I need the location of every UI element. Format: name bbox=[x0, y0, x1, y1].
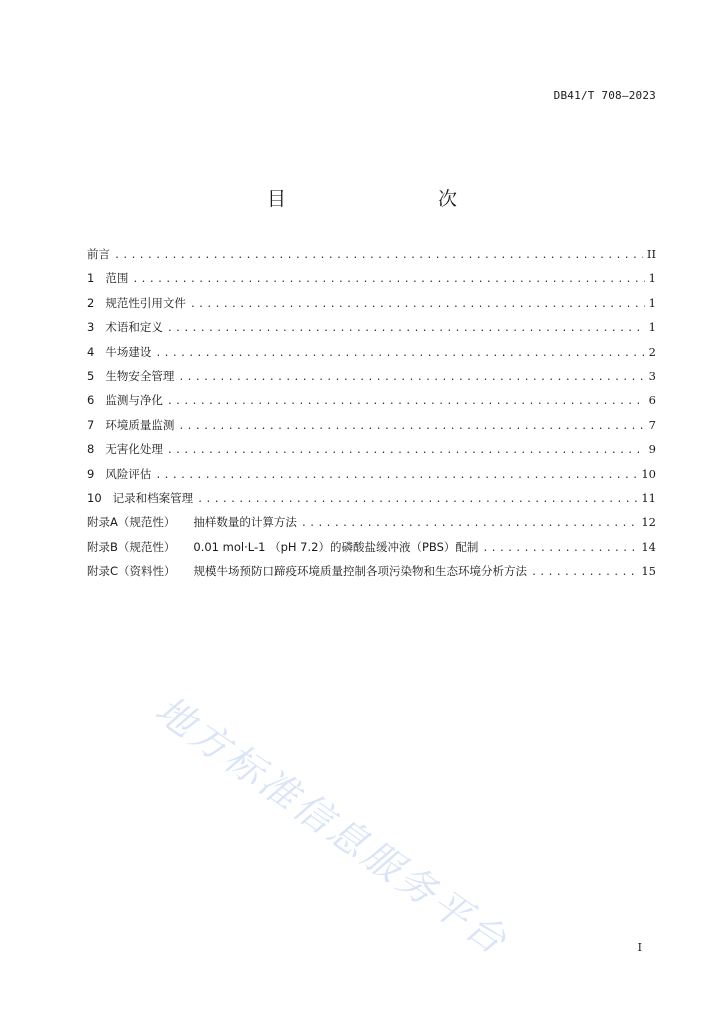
toc-entry-page: 3 bbox=[648, 368, 656, 383]
toc-dot-leader bbox=[167, 396, 645, 407]
toc-entry[interactable] bbox=[87, 466, 656, 490]
toc-entry-page: 15 bbox=[641, 564, 656, 579]
toc-entry-page: 9 bbox=[648, 442, 656, 457]
toc-entry[interactable] bbox=[87, 344, 656, 368]
toc-entry-page: 11 bbox=[641, 490, 656, 505]
toc-dot-leader bbox=[178, 372, 644, 383]
toc-entry[interactable] bbox=[87, 270, 656, 294]
toc-entry-subtitle: 抽样数量的计算方法 bbox=[193, 515, 297, 530]
page-number: I bbox=[637, 941, 642, 954]
toc-entry-label: 附录C（资料性） bbox=[87, 564, 176, 579]
toc-entry-page: 12 bbox=[641, 515, 656, 530]
toc-entry-page: 14 bbox=[641, 539, 656, 554]
toc-entry-label: 无害化处理 bbox=[105, 442, 163, 457]
toc-entry-label: 记录和档案管理 bbox=[112, 490, 194, 505]
toc-entry[interactable] bbox=[87, 490, 656, 514]
toc-dot-leader bbox=[531, 567, 637, 578]
document-code: DB41/T 708—2023 bbox=[553, 89, 656, 102]
toc-entry-subtitle: 0.01 mol·L-1 （pH 7.2）的磷酸盐缓冲液（PBS）配制 bbox=[193, 539, 479, 554]
toc-entry-label: 生物安全管理 bbox=[105, 368, 175, 383]
toc-entry-page: 7 bbox=[648, 417, 656, 432]
toc-entry-number: 6 bbox=[87, 393, 95, 408]
toc-entry-page: 1 bbox=[648, 320, 656, 335]
toc-entry[interactable] bbox=[87, 417, 656, 441]
toc-dot-leader bbox=[167, 445, 645, 456]
toc-entry-number: 3 bbox=[87, 320, 95, 335]
toc-entry[interactable] bbox=[87, 441, 656, 465]
toc-dot-leader bbox=[482, 543, 637, 554]
toc-entry[interactable] bbox=[87, 295, 656, 319]
toc-entry-page: II bbox=[646, 247, 656, 261]
toc-entry-page: 1 bbox=[648, 295, 656, 310]
toc-dot-leader bbox=[190, 299, 645, 310]
toc-dot-leader bbox=[167, 323, 645, 334]
toc-entry[interactable] bbox=[87, 246, 656, 270]
toc-dot-leader bbox=[178, 421, 644, 432]
page-title: 目 次 bbox=[266, 188, 495, 210]
toc-dot-leader bbox=[155, 470, 637, 481]
toc-dot-leader bbox=[197, 494, 637, 505]
toc-entry[interactable] bbox=[87, 514, 656, 538]
toc-entry-label: 规范性引用文件 bbox=[105, 295, 186, 310]
toc-entry-label: 术语和定义 bbox=[105, 320, 163, 335]
toc-entry[interactable] bbox=[87, 319, 656, 343]
toc-entry-label: 范围 bbox=[105, 271, 129, 286]
toc-entry[interactable] bbox=[87, 539, 656, 563]
watermark: 地方标准信息服务平台 bbox=[147, 687, 517, 965]
toc-entry-page: 6 bbox=[648, 393, 656, 408]
toc-entry-number: 9 bbox=[87, 466, 95, 481]
toc-dot-leader bbox=[132, 274, 644, 285]
toc-entry-subtitle: 规模牛场预防口蹄疫环境质量控制各项污染物和生态环境分析方法 bbox=[193, 564, 528, 579]
toc-entry-page: 10 bbox=[641, 466, 656, 481]
toc-entry[interactable] bbox=[87, 392, 656, 416]
toc-entry-number: 8 bbox=[87, 442, 95, 457]
toc-entry-page: 1 bbox=[648, 271, 656, 286]
toc-entry-number: 2 bbox=[87, 295, 95, 310]
toc-entry-label: 环境质量监测 bbox=[105, 417, 175, 432]
toc-entry-label: 前言 bbox=[87, 247, 110, 261]
toc-entry[interactable] bbox=[87, 368, 656, 392]
toc-entry-label: 风险评估 bbox=[105, 466, 152, 481]
toc-entry-number: 10 bbox=[87, 490, 102, 505]
toc-entry-label: 牛场建设 bbox=[105, 344, 152, 359]
toc-entry-number: 5 bbox=[87, 368, 95, 383]
toc-entry[interactable] bbox=[87, 563, 656, 587]
table-of-contents bbox=[87, 246, 656, 587]
toc-entry-number: 4 bbox=[87, 344, 95, 359]
toc-entry-label: 监测与净化 bbox=[105, 393, 163, 408]
toc-dot-leader bbox=[301, 518, 637, 529]
toc-entry-label: 附录B（规范性） bbox=[87, 539, 176, 554]
toc-dot-leader bbox=[155, 348, 644, 359]
toc-entry-number: 7 bbox=[87, 417, 95, 432]
toc-entry-label: 附录A（规范性） bbox=[87, 515, 176, 530]
toc-entry-number: 1 bbox=[87, 271, 95, 286]
toc-entry-page: 2 bbox=[648, 344, 656, 359]
toc-dot-leader bbox=[114, 250, 643, 261]
